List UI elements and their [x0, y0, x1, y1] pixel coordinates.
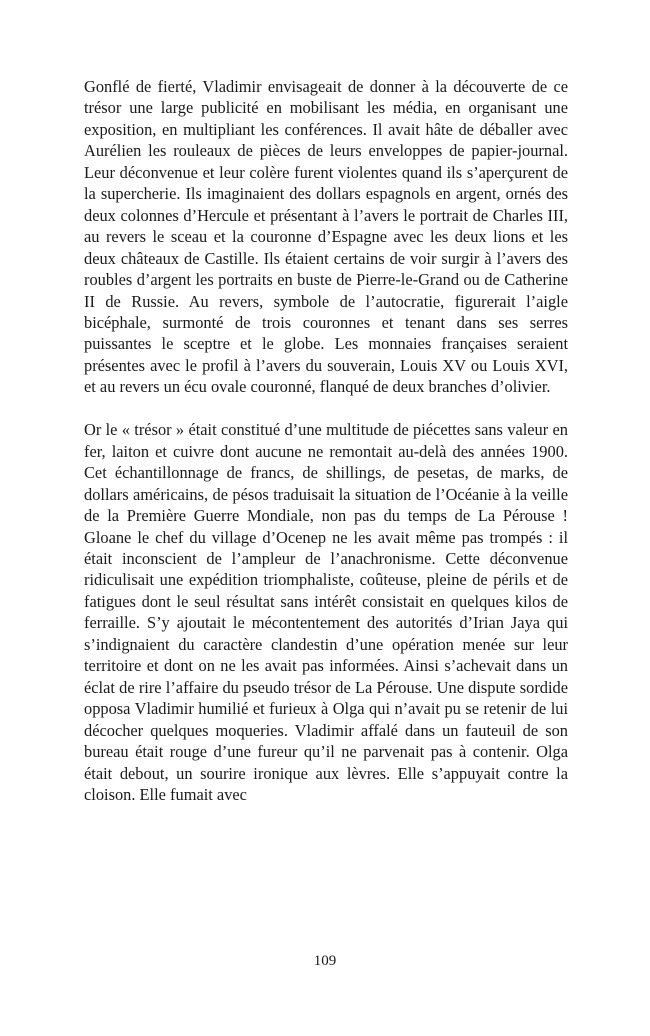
page-number: 109	[313, 953, 337, 969]
paragraph-2: Or le « trésor » était constitué d’une multitude de piécettes sans valeur en fer, laiton et cuivre dont aucune ne remontait au-delà des années 1900. Cet échantillonnage de francs, de shillings, de pesetas, de marks, de dollars américains, de pésos traduisait la situation de l’Océanie à la veille de la Première Guerre Mondiale, non pas du temps de La Pérouse ! Gloane le chef du village d’Ocenep ne les avait même pas trompés : il était inconscient de l’ampleur de l’anachronisme. Cette déconvenue ridiculisait une expédition triomphaliste, coûteuse, pleine de périls et de fatigues dont le seul résultat sans intérêt consistait en quelques kilos de ferraille. S’y ajoutait le mécontentement des autorités d’Irian Jaya qui s’indignaient du caractère clandestin d’une opération menée sur leur territoire et dont on ne les avait pas informées. Ainsi s’achevait dans un éclat de rire l’affaire du pseudo trésor de La Pérouse. Une dispute sordide opposa Vladimir humilié et furieux à Olga qui n’avait pu se retenir de lui décocher quelques moqueries. Vladimir affalé dans un fauteuil de son bureau était rouge d’une fureur qu’il ne parvenait pas à contenir. Olga était debout, un sourire ironique aux lèvres. Elle s’appuyait contre la cloison. Elle fumait avec	[84, 420, 568, 804]
body-text	[84, 76, 568, 805]
paragraph-1: Gonflé de fierté, Vladimir envisageait de donner à la découverte de ce trésor une large publicité en mobilisant les média, en organisant une exposition, en multipliant les conférences. Il avait hâte de déballer avec Aurélien les rouleaux de pièces de leurs enveloppes de papier-journal. Leur déconvenue et leur colère furent violentes quand ils s’aperçurent de la supercherie. Ils imaginaient des dollars espagnols en argent, ornés des deux colonnes d’Hercule et présentant à l’avers le portrait de Charles III, au revers le sceau et la couronne d’Espagne avec les deux lions et les deux châteaux de Castille. Ils étaient certains de voir surgir à l’avers des roubles d’argent les portraits en buste de Pierre-le-Grand ou de Catherine II de Russie. Au revers, symbole de l’autocratie, figurerait l’aigle bicéphale, surmonté de trois couronnes et tenant dans ses serres puissantes le sceptre et le globe. Les monnaies françaises seraient présentes avec le profil à l’avers du souverain, Louis XV ou Louis XVI, et au revers un écu ovale couronné, flanqué de deux branches d’olivier.	[84, 77, 568, 397]
